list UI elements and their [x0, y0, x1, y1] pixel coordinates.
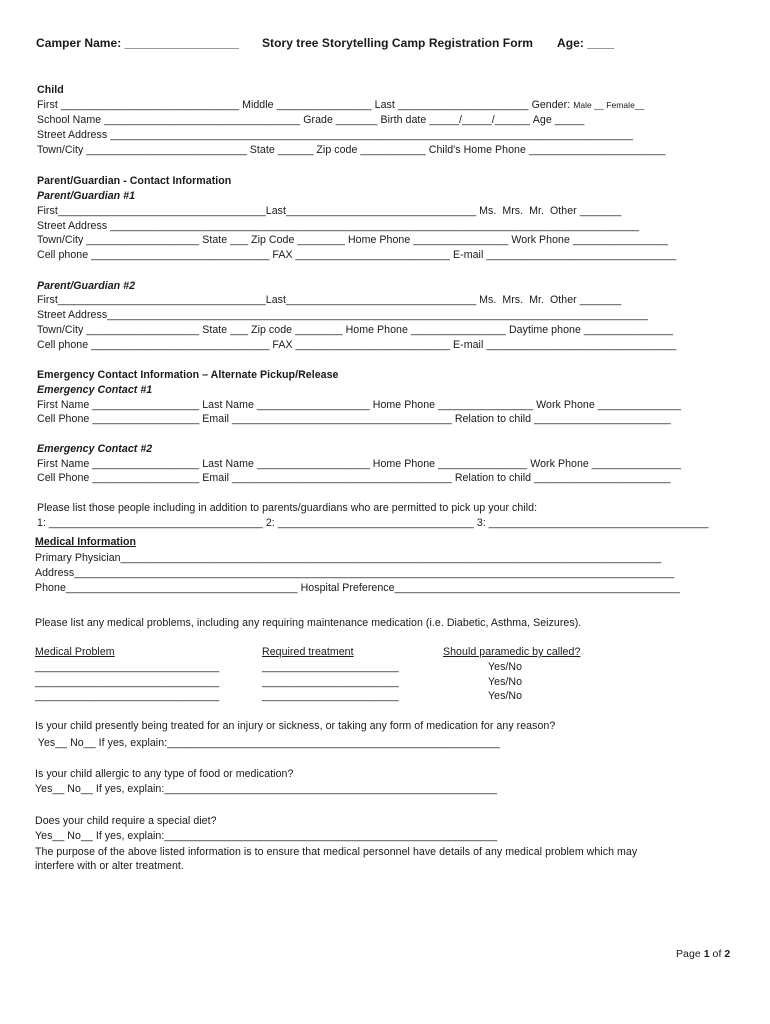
pickup-prompt: Please list those people including in addition to parents/guardians who are permitted to pick up your child:: [37, 502, 538, 514]
paramedic-header: Should paramedic by called?: [443, 646, 581, 658]
emergency2-name-row: First Name __________________ Last Name ___________________ Home Phone _______________ Work Phone _______________: [37, 458, 681, 470]
required-treatment-line: _______________________: [262, 676, 399, 688]
page-of-label: of: [709, 948, 725, 960]
child-gender-options: Male __ Female__: [573, 100, 645, 110]
page-label: Page: [676, 948, 704, 960]
medical-heading: Medical Information: [35, 536, 137, 548]
guardian1-town-row: Town/City ___________________ State ___ Zip Code ________ Home Phone ________________ Work Phone ________________: [37, 234, 668, 246]
guardian2-town-row: Town/City ___________________ State ___ Zip code ________ Home Phone ________________ Daytime phone _______________: [37, 324, 674, 336]
guardian2-address-row: Street Address___________________________________________________________________________________________: [37, 309, 648, 321]
child-name-fields: First ______________________________ Middle ________________ Last ______________________ Gender:: [37, 99, 574, 111]
page-number: [676, 947, 730, 961]
purpose-note-line1: The purpose of the above listed information is to ensure that medical personnel have details of any medical problem which may: [35, 846, 638, 858]
medical-problem-line: _______________________________: [35, 690, 220, 702]
guardian1-heading: Parent/Guardian #1: [37, 190, 136, 202]
child-heading: Child: [37, 84, 64, 96]
pickup-names-row: 1: ____________________________________ 2: _________________________________ 3: _____________________________________: [37, 517, 709, 529]
required-treatment-header: Required treatment: [262, 646, 354, 658]
form-title: Story tree Storytelling Camp Registration Form: [262, 36, 534, 50]
diet-answer-row: Yes__ No__ If yes, explain:________________________________________________________: [35, 830, 498, 842]
purpose-note-line2: interfere with or alter treatment.: [35, 860, 184, 872]
medical-problem-line: _______________________________: [35, 661, 220, 673]
required-treatment-line: _______________________: [262, 661, 399, 673]
paramedic-yes-no: Yes/No: [488, 690, 523, 702]
emergency1-name-row: First Name __________________ Last Name ___________________ Home Phone ________________ Work Phone ______________: [37, 399, 681, 411]
emergency2-contact-row: Cell Phone __________________ Email _____________________________________ Relation to child _______________________: [37, 472, 671, 484]
age-field: Age: ____: [557, 36, 615, 50]
treatment-question: Is your child presently being treated for an injury or sickness, or taking any form of medication for any reason?: [35, 720, 556, 732]
treatment-answer-row: Yes__ No__ If yes, explain:________________________________________________________: [35, 737, 500, 749]
emergency1-heading: Emergency Contact #1: [37, 384, 153, 396]
emergency2-heading: Emergency Contact #2: [37, 443, 153, 455]
child-name-row: [37, 98, 644, 112]
paramedic-yes-no: Yes/No: [488, 676, 523, 688]
page-current: 1: [703, 948, 710, 960]
page-total: 2: [724, 948, 731, 960]
paramedic-yes-no: Yes/No: [488, 661, 523, 673]
medical-phone-row: Phone_______________________________________ Hospital Preference________________________________________________: [35, 582, 680, 594]
allergy-answer-row: Yes__ No__ If yes, explain:________________________________________________________: [35, 783, 498, 795]
child-address-row: Street Address ________________________________________________________________________________________: [37, 129, 634, 141]
guardian1-name-row: First___________________________________Last________________________________ Ms. Mrs. Mr. Other _______: [37, 205, 622, 217]
camper-name-field: Camper Name: _________________: [36, 36, 239, 50]
medical-problem-header: Medical Problem: [35, 646, 115, 658]
diet-question: Does your child require a special diet?: [35, 815, 217, 827]
child-town-row: Town/City ___________________________ State ______ Zip code ___________ Child's Home Phone _______________________: [37, 144, 666, 156]
problems-prompt: Please list any medical problems, including any requiring maintenance medication (i.e. Diabetic, Asthma, Seizures).: [35, 617, 582, 629]
emergency-section-heading: Emergency Contact Information – Alternate Pickup/Release: [37, 369, 339, 381]
physician-row: Primary Physician___________________________________________________________________________________________: [35, 552, 662, 564]
required-treatment-line: _______________________: [262, 690, 399, 702]
child-school-row: School Name _________________________________ Grade _______ Birth date _____/_____/______ Age _____: [37, 114, 585, 126]
allergy-question: Is your child allergic to any type of food or medication?: [35, 768, 294, 780]
guardian2-name-row: First___________________________________Last________________________________ Ms. Mrs. Mr. Other _______: [37, 294, 622, 306]
medical-problem-line: _______________________________: [35, 676, 220, 688]
emergency1-contact-row: Cell Phone __________________ Email _____________________________________ Relation to child _______________________: [37, 413, 671, 425]
medical-address-row: Address_____________________________________________________________________________________________________: [35, 567, 675, 579]
guardian1-address-row: Street Address _________________________________________________________________________________________: [37, 220, 639, 232]
guardian2-contact-row: Cell phone ______________________________ FAX __________________________ E-mail ________________________________: [37, 339, 677, 351]
guardian-section-heading: Parent/Guardian - Contact Information: [37, 175, 232, 187]
guardian1-contact-row: Cell phone ______________________________ FAX __________________________ E-mail ________________________________: [37, 249, 677, 261]
guardian2-heading: Parent/Guardian #2: [37, 280, 136, 292]
